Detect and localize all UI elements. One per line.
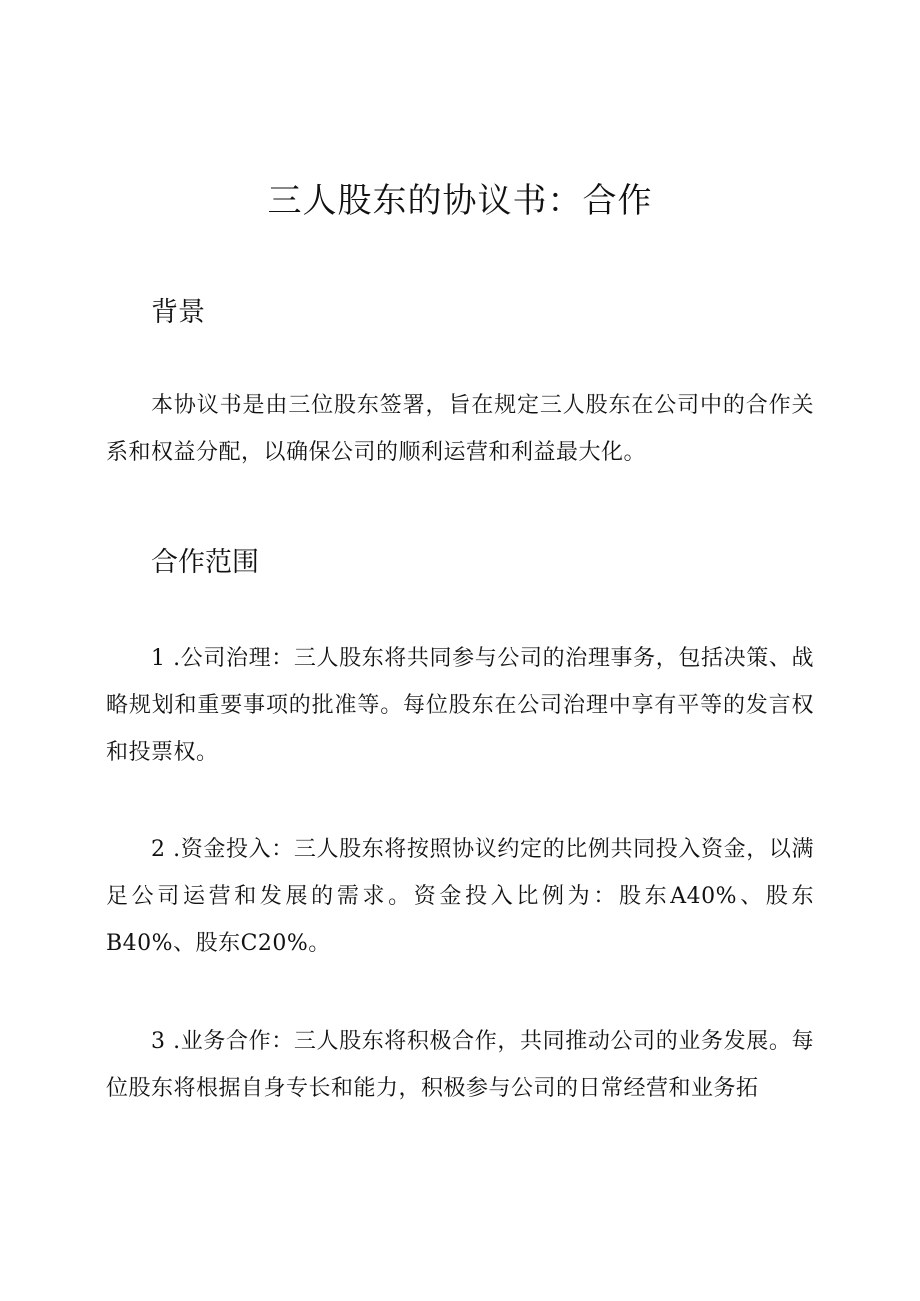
- scope-item-business: 3 .业务合作：三人股东将积极合作，共同推动公司的业务发展。每位股东将根据自身专长和能力，积极参与公司的日常经营和业务拓: [106, 1029, 814, 1101]
- document-title: 三人股东的协议书：合作: [267, 181, 653, 221]
- background-paragraph: 本协议书是由三位股东签署，旨在规定三人股东在公司中的合作关系和权益分配，以确保公司的顺利运营和利益最大化。: [106, 393, 814, 465]
- scope-item-governance: 1 .公司治理：三人股东将共同参与公司的治理事务，包括决策、战略规划和重要事项的批准等。每位股东在公司治理中享有平等的发言权和投票权。: [106, 646, 814, 765]
- section-heading-background: 背景: [151, 297, 205, 328]
- scope-item-capital: 2 .资金投入：三人股东将按照协议约定的比例共同投入资金，以满足公司运营和发展的需求。资金投入比例为：股东A40%、股东B40%、股东C20%。: [106, 837, 814, 956]
- section-heading-scope: 合作范围: [151, 547, 259, 578]
